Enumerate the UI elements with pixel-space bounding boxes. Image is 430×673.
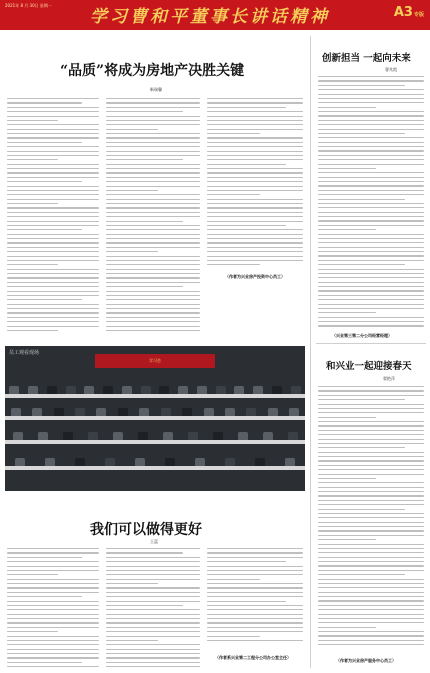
right-top-source-note: （兴业第三第二分公司经营经理） bbox=[332, 333, 392, 338]
issue-date: 2021年 8 月 30日 星期一 bbox=[5, 3, 52, 8]
main-byline: 靳瑞馨 bbox=[150, 87, 162, 92]
bottom-headline: 我们可以做得更好 bbox=[90, 522, 202, 538]
right-section-divider bbox=[316, 343, 426, 344]
right-bottom-source-note: （作者为兴业房产服务中心员工） bbox=[336, 658, 396, 663]
bottom-text-column-3 bbox=[207, 548, 303, 648]
main-source-note: （作者为兴业房产投资中心员工） bbox=[225, 274, 285, 279]
meeting-photo bbox=[5, 346, 305, 491]
masthead-banner bbox=[0, 0, 430, 30]
right-bottom-headline: 和兴业一起迎接春天 bbox=[326, 361, 412, 372]
photo-stage-screen: 学习会 bbox=[95, 354, 215, 368]
right-bottom-byline: 翟艳萍 bbox=[383, 376, 395, 381]
bottom-byline: 王蓝 bbox=[150, 539, 158, 544]
page-number: A3专版 bbox=[393, 5, 424, 20]
right-bottom-text bbox=[318, 386, 424, 650]
right-top-byline: 曹兆霞 bbox=[385, 67, 397, 72]
bottom-source-note: （作者系兴业第二工程分公司办公室主任） bbox=[215, 655, 291, 660]
right-top-text bbox=[318, 76, 424, 330]
photo-caption: 员工观看现场 bbox=[9, 350, 40, 356]
bottom-text-column-2 bbox=[106, 548, 200, 670]
column-divider bbox=[310, 36, 311, 668]
main-headline: “品质”将成为房地产决胜关键 bbox=[60, 63, 245, 79]
main-text-column-3 bbox=[207, 98, 303, 270]
main-text-column-1 bbox=[7, 98, 99, 340]
main-text-column-2 bbox=[106, 98, 200, 340]
right-top-headline: 创新担当 一起向未来 bbox=[322, 53, 411, 64]
bottom-text-column-1 bbox=[7, 548, 99, 670]
masthead-title: 学习曹和平董事长讲话精神 bbox=[90, 7, 330, 27]
